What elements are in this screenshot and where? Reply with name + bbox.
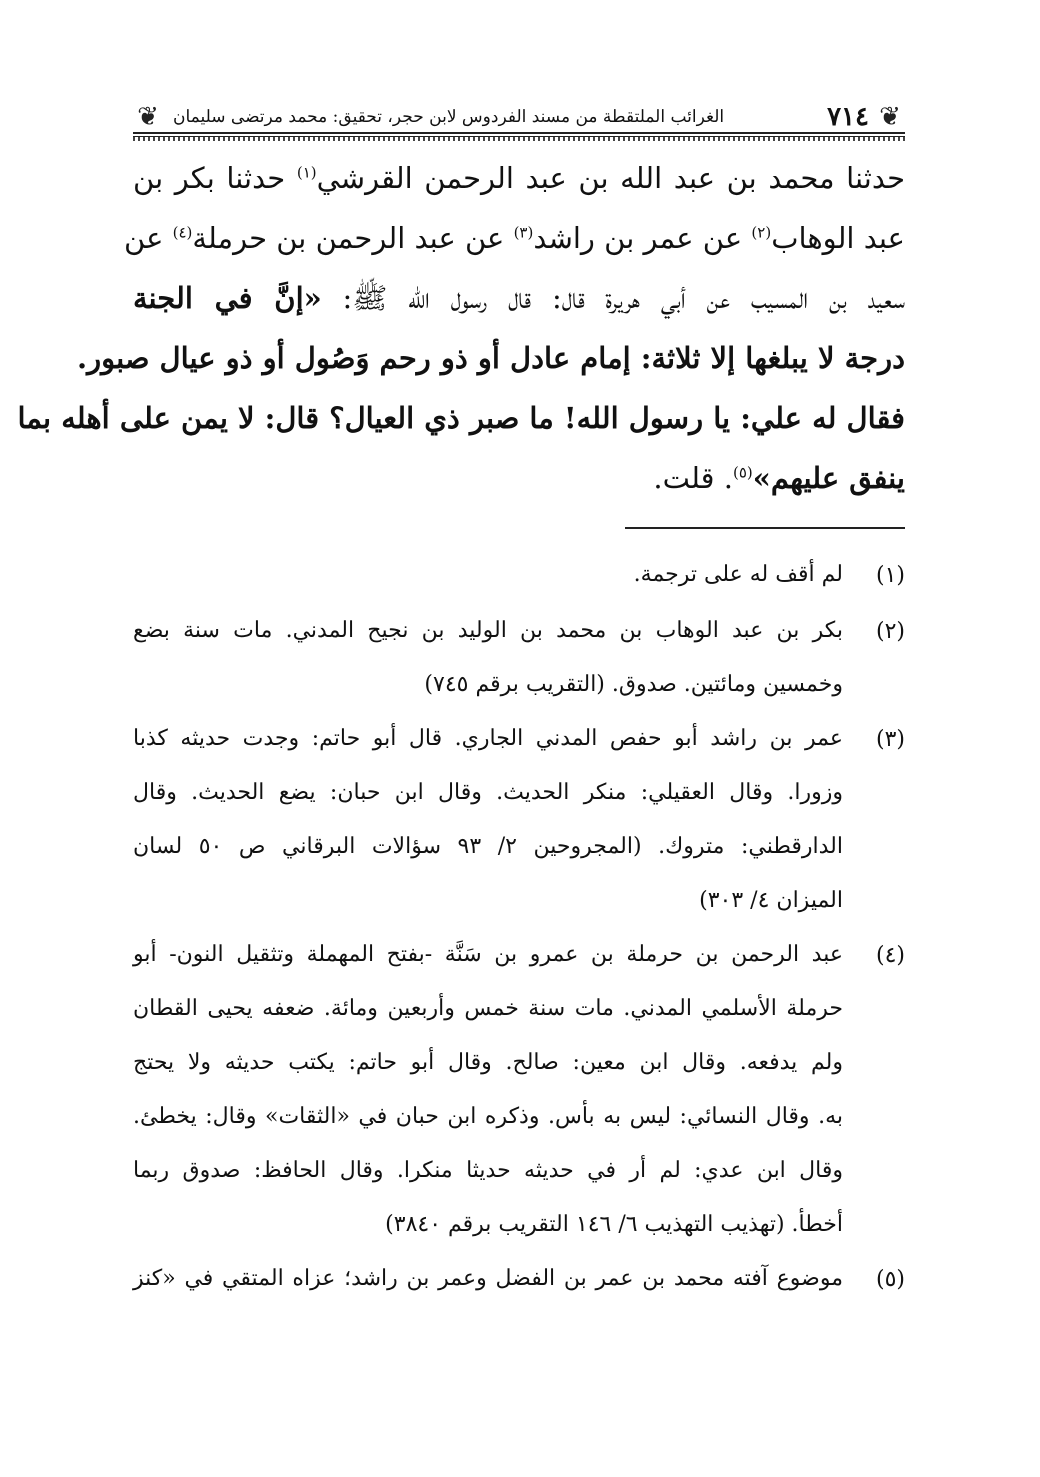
footnote-line: لم أقف له على ترجمة. [633,562,843,587]
footnote-3 [133,712,905,928]
footnote-line: وزورا. وقال العقيلي: منكر الحديث. وقال ابن حبان: يضع الحديث. وقال [133,780,843,805]
footnote-1 [133,548,905,604]
footnote-line: حرملة الأسلمي المدني. مات سنة خمس وأربعين ومائة. ضعفه يحيى القطان [133,996,843,1021]
footnote-ref-4[interactable]: (٤) [172,223,193,242]
hadith-text-start: «إنَّ في الجنة [133,281,322,315]
footnote-line: ولم يدفعه. وقال ابن معين: صالح. وقال أبو حاتم: يكتب حديثه ولا يحتج [133,1050,843,1075]
page-header [133,92,905,132]
footnote-number: (١) [875,563,905,588]
footnote-number: (٤) [875,943,905,968]
footnote-line: موضوع آفته محمد بن عمر بن الفضل وعمر بن راشد؛ عزاه المتقي في «كنز [133,1266,843,1291]
footnotes [133,548,905,1308]
footnote-line: وخمسين ومائتين. صدوق. (التقريب برقم ٧٤٥) [424,672,843,697]
footnote-separator [625,527,905,529]
footnote-line: أخطأ. (تهذيب التهذيب ٦/ ١٤٦ التقريب برقم ٣٨٤٠) [385,1212,843,1237]
footnote-line: الميزان ٤/ ٣٠٣) [699,888,843,913]
main-line-6: ينفق عليهم»$^{(٥)}$. قلت. [653,461,905,495]
main-text [17,148,906,508]
footnote-line: به. وقال النسائي: ليس به بأس. وذكره ابن حبان في «الثقات» وقال: يخطئ. [133,1104,843,1129]
main-line-1: حدثنا محمد بن عبد الله بن عبد الرحمن القرشي$^{(١)}$ حدثنا بكر بن [133,161,905,195]
footnote-ref-2[interactable]: (٢) [751,223,772,242]
footnote-number: (٥) [875,1267,905,1292]
running-title: الغرائب الملتقطة من مسند الفردوس لابن حجر، تحقيق: محمد مرتضى سليمان [173,107,725,127]
ornament-right-icon: ❦ [879,102,901,132]
footnote-4 [133,928,905,1252]
footnote-number: (٣) [875,727,905,752]
footnote-ref-5[interactable]: (٥) [732,463,753,482]
footnote-5 [133,1252,905,1308]
main-line-4: درجة لا يبلغها إلا ثلاثة: إمام عادل أو ذو رحم وَصُول أو ذو عيال صبور. [77,341,905,375]
main-line-2: عبد الوهاب$^{(٢)}$ عن عمر بن راشد$^{(٣)}$ عن عبد الرحمن بن حرملة$^{(٤)}$ عن [124,221,905,255]
footnote-2 [133,604,905,712]
main-line-5: فقال له علي: يا رسول الله! ما صبر ذي العيال؟ قال: لا يمن على أهله بما [17,401,905,435]
main-line-3: سعيد بن المسيب عن أبي هريرة قال: قال رسول الله ﷺ: «إنَّ في الجنة [133,281,906,315]
footnote-ref-3[interactable]: (٣) [513,223,534,242]
footnote-line: وقال ابن عدي: لم أر في حديثه حديثا منكرا. وقال الحافظ: صدوق ربما [133,1158,843,1183]
footnote-line: عمر بن راشد أبو حفص المدني الجاري. قال أبو حاتم: وجدت حديثه كذبا [133,726,843,751]
footnote-line: الدارقطني: متروك. (المجروحين ٢/ ٩٣ سؤالات البرقاني ص ٥٠ لسان [133,834,843,859]
footnote-line: عبد الرحمن بن حرملة بن عمرو بن سَنَّة -بفتح المهملة وتثقيل النون- أبو [133,942,843,967]
footnote-number: (٢) [875,619,905,644]
footnote-ref-1[interactable]: (١) [296,163,317,182]
ornament-left-icon: ❦ [137,102,159,132]
footnote-line: بكر بن عبد الوهاب بن محمد بن الوليد بن نجيح المدني. مات سنة بضع [133,618,843,643]
page-number: ٧١٤ [827,102,869,132]
header-rule-decoration [133,137,905,141]
